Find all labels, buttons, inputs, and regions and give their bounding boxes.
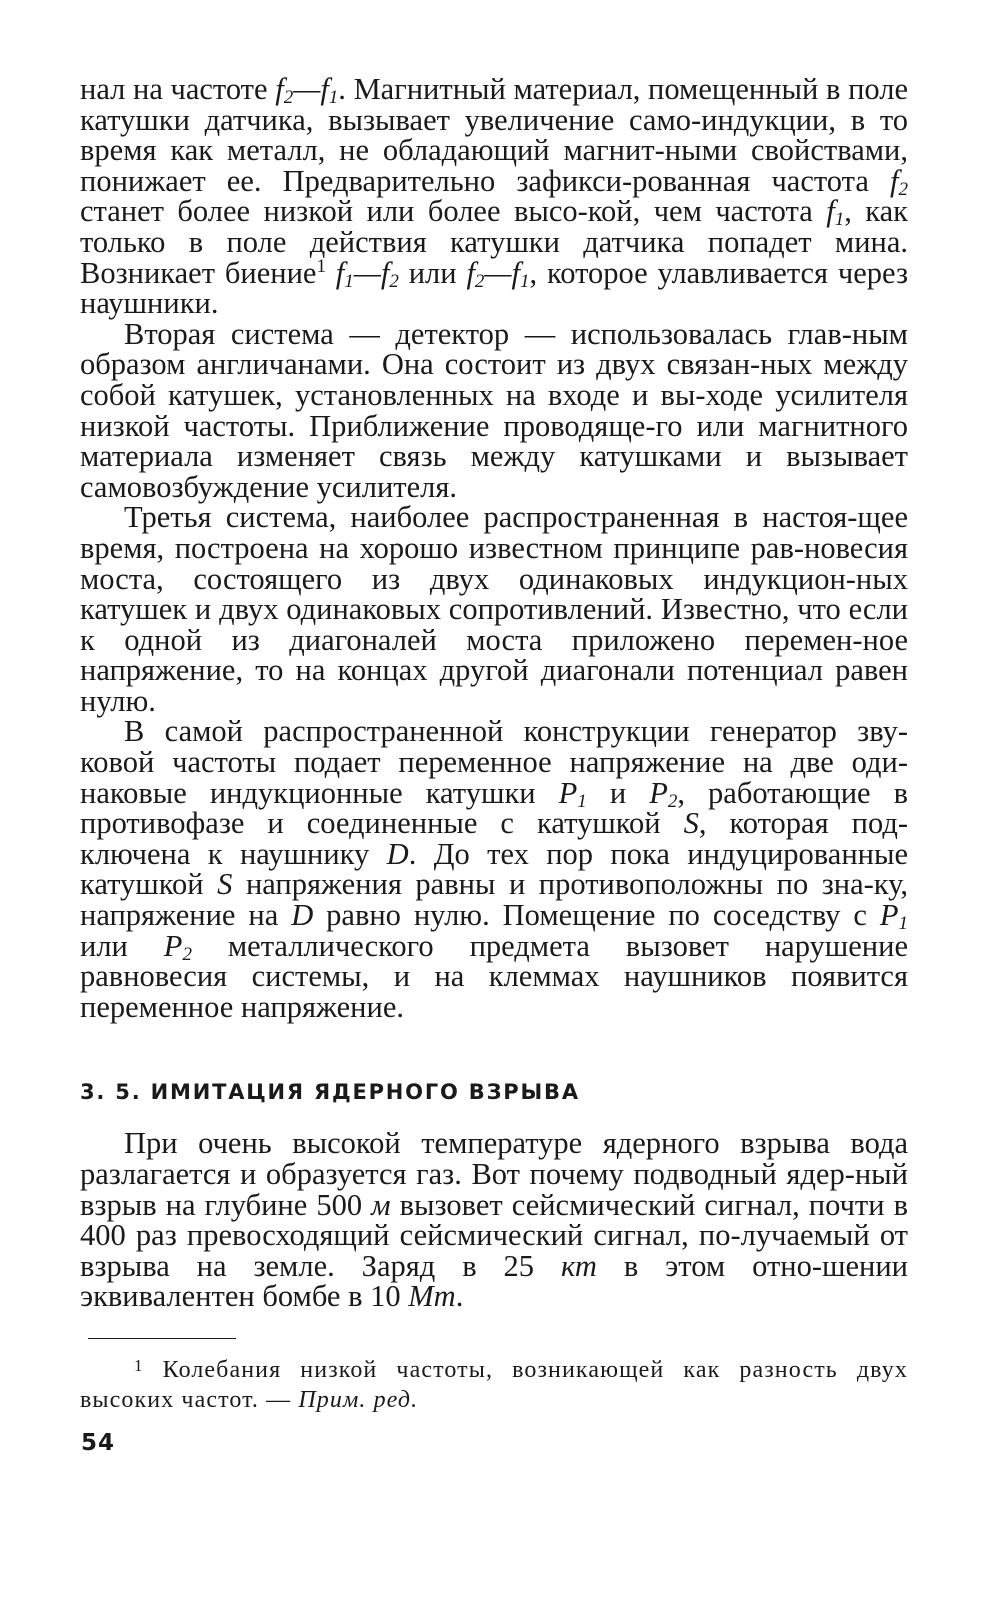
footnote-ref[interactable]: 1	[316, 255, 326, 277]
symbol-d-second: D	[291, 898, 314, 933]
paragraph-3: Третья система, наиболее распространенная в настоя-щее время, построена на хорошо известном принципе рав-новесия моста, состоящего из двух одинаковых индукцион-ных катушек и двух одинаковых сопротивлений. Известно, что если к одной из диагоналей моста приложено перемен-ное напряжение, то на концах другой диагонали потенциал равен нулю.	[80, 500, 908, 718]
page-number: 54	[81, 1430, 116, 1456]
unit-m: м	[371, 1187, 391, 1222]
paragraph-1: нал на частоте $f_2—f_1$. Магнитный материал, помещенный в поле катушки датчика, вызывает увеличение само-индукции, в то время как металл, не обладающий магнит-ными свойствами, понижает ее. Предварительно зафикси-рованная частота $f_2$ станет более низкой или более высо-кой, чем частота $f_1$, как только в поле действия катушки датчика попадет мина. Возникает биение$^1$ $f_1—f_2$ или $f_2—f_1$, которое улавливается через наушники.	[80, 72, 909, 321]
symbol-d: D	[386, 836, 409, 871]
footnote-divider	[88, 1338, 236, 1339]
footnote-mark: 1	[134, 1355, 144, 1375]
formula-f1-minus-f2: $f_1—f_2$	[335, 255, 399, 292]
symbol-f1: $f_1$	[826, 194, 845, 231]
paragraph-5: При очень высокой температуре ядерного взрыва вода разлагается и образуется газ. Вот почему подводный ядер-ный взрыв на глубине 500 м вызовет сейсмический сигнал, почти в 400 раз превосходящий сейсмический сигнал, по-лучаемый от взрыва на земле. Заряд в 25 кт в этом отно-шении эквивалентен бомбе в 10 Мт.	[80, 1126, 909, 1314]
symbol-p1-second: $P_1$	[879, 898, 908, 935]
footnote-text: Колебания низкой частоты, возникающей как разность двух высоких частот. —	[80, 1356, 908, 1413]
symbol-s: S	[683, 806, 699, 841]
section-heading	[80, 1080, 908, 1104]
symbol-p1: $P_1$	[558, 775, 587, 812]
symbol-p2: $P_2$	[649, 775, 678, 812]
symbol-p2-second: $P_2$	[163, 928, 192, 965]
footnote	[80, 1355, 908, 1415]
symbol-s-second: S	[217, 867, 233, 902]
section-title: ИМИТАЦИЯ ЯДЕРНОГО ВЗРЫВА	[150, 1080, 580, 1105]
paragraph-2: Вторая система — детектор — использовалась глав-ным образом англичанами. Она состоит из двух связан-ных между собой катушек, установленных на входе и вы-ходе усилителя низкой частоты. Приближение проводяще-го или магнитного материала изменяет связь между катушками и вызывает самовозбуждение усилителя.	[80, 316, 908, 504]
paragraph-4: В самой распространенной конструкции генератор зву-ковой частоты подает переменное напряжение на две оди-наковые индукционные катушки $P_1$ и $P_2$, работающие в противофазе и соединенные с катушкой S, которая под-ключена к наушнику D. До тех пор пока индуцированные катушкой S напряжения равны и противоположны по зна-ку, напряжение на D равно нулю. Помещение по соседству с $P_1$ или $P_2$ металлического предмета вызовет нарушение равновесия системы, и на клеммах наушников появится переменное напряжение.	[80, 714, 909, 1024]
unit-mt: Мт	[408, 1279, 456, 1314]
symbol-f2: $f_2$	[890, 163, 908, 200]
formula-f2-minus-f1-second: $f_2—f_1$	[466, 255, 530, 292]
editor-note: Прим. ред.	[298, 1386, 419, 1413]
section-number: 3. 5.	[80, 1080, 142, 1105]
formula-f2-minus-f1: $f_2—f_1$	[275, 72, 339, 108]
page-body	[80, 74, 908, 1439]
unit-kt: кт	[561, 1248, 597, 1283]
